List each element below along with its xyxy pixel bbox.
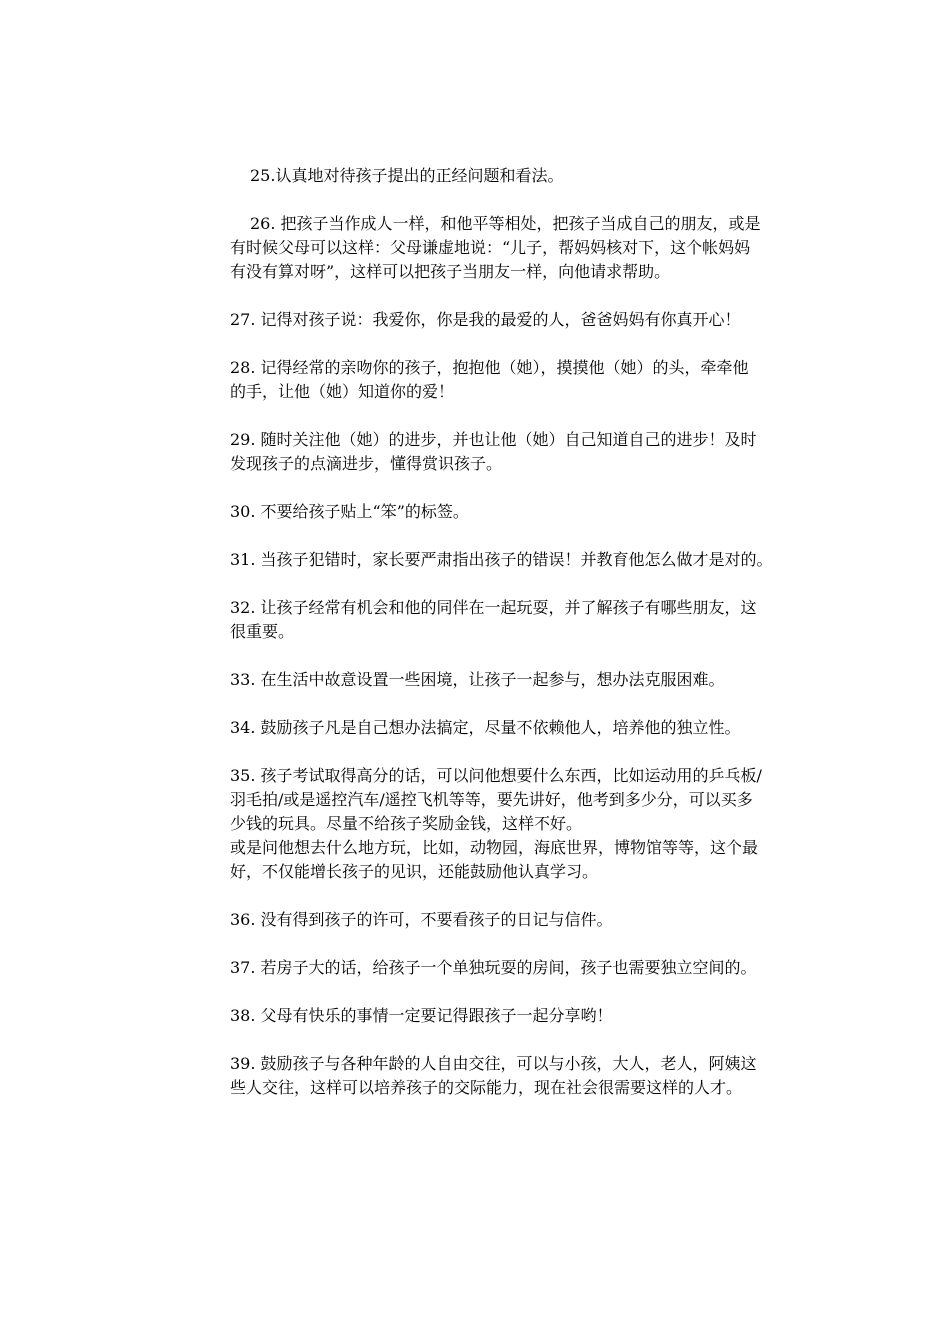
list-item-36 — [230, 908, 880, 932]
list-item-25 — [230, 164, 880, 188]
item-number: 34. — [230, 718, 256, 737]
item-text: 当孩子犯错时，家长要严肃指出孩子的错误！并教育他怎么做才是对的。 — [260, 550, 773, 569]
item-number: 28. — [230, 358, 256, 377]
item-text: 少钱的玩具。尽量不给孩子奖励金钱，这样不好。 — [230, 814, 583, 833]
item-number: 30. — [230, 502, 256, 521]
list-item-30 — [230, 500, 880, 524]
list-item-31 — [230, 548, 880, 572]
item-number: 31. — [230, 550, 256, 569]
item-text: 没有得到孩子的许可，不要看孩子的日记与信件。 — [260, 910, 613, 929]
item-text: 孩子考试取得高分的话，可以问他想要什么东西，比如运动用的乒乓板/ — [260, 766, 762, 785]
item-text: 很重要。 — [230, 622, 295, 641]
item-number: 26. — [250, 214, 276, 233]
item-text: 发现孩子的点滴进步，懂得赏识孩子。 — [230, 454, 503, 473]
list-item-35 — [230, 764, 880, 884]
list-item-27 — [230, 308, 880, 332]
item-number: 32. — [230, 598, 256, 617]
list-item-29 — [230, 428, 880, 476]
item-text: 记得经常的亲吻你的孩子，抱抱他（她），摸摸他（她）的头，牵牵他 — [260, 358, 749, 377]
item-text: 羽毛拍/或是遥控汽车/遥控飞机等等，要先讲好，他考到多少分，可以买多 — [230, 790, 753, 809]
item-number: 35. — [230, 766, 256, 785]
item-text: 好，不仅能增长孩子的见识，还能鼓励他认真学习。 — [230, 862, 599, 881]
item-text: 或是问他想去什么地方玩，比如，动物园，海底世界，博物馆等等，这个最 — [230, 838, 759, 857]
item-text: 随时关注他（她）的进步，并也让他（她）自己知道自己的进步！及时 — [260, 430, 757, 449]
item-text: 的手，让他（她）知道你的爱！ — [230, 382, 455, 401]
list-item-33 — [230, 668, 880, 692]
item-text: 把孩子当作成人一样，和他平等相处，把孩子当成自己的朋友，或是 — [280, 214, 761, 233]
item-text: 父母有快乐的事情一定要记得跟孩子一起分享哟！ — [260, 1006, 613, 1025]
item-text: 不要给孩子贴上“笨”的标签。 — [260, 502, 469, 521]
item-number: 29. — [230, 430, 256, 449]
item-text: 鼓励孩子与各种年龄的人自由交往，可以与小孩，大人，老人，阿姨这 — [260, 1054, 757, 1073]
item-text: 鼓励孩子凡是自己想办法搞定，尽量不依赖他人，培养他的独立性。 — [260, 718, 741, 737]
list-item-38 — [230, 1004, 880, 1028]
item-number: 38. — [230, 1006, 256, 1025]
list-item-34 — [230, 716, 880, 740]
item-text: 有时候父母可以这样：父母谦虚地说：“儿子，帮妈妈核对下，这个帐妈妈 — [230, 238, 751, 257]
item-text: 在生活中故意设置一些困境，让孩子一起参与，想办法克服困难。 — [260, 670, 725, 689]
item-number: 33. — [230, 670, 256, 689]
item-text: 记得对孩子说：我爱你，你是我的最爱的人，爸爸妈妈有你真开心！ — [260, 310, 741, 329]
item-number: 25. — [250, 166, 276, 185]
item-text: 有没有算对呀”，这样可以把孩子当朋友一样，向他请求帮助。 — [230, 262, 671, 281]
item-number: 39. — [230, 1054, 256, 1073]
list-item-26 — [230, 212, 880, 284]
document-page — [230, 164, 880, 1100]
list-item-28 — [230, 356, 880, 404]
item-text: 若房子大的话，给孩子一个单独玩耍的房间，孩子也需要独立空间的。 — [260, 958, 757, 977]
list-item-32 — [230, 596, 880, 644]
item-text: 让孩子经常有机会和他的同伴在一起玩耍，并了解孩子有哪些朋友，这 — [260, 598, 757, 617]
list-item-39 — [230, 1052, 880, 1100]
item-text: 认真地对待孩子提出的正经问题和看法。 — [275, 166, 564, 185]
item-number: 36. — [230, 910, 256, 929]
item-number: 27. — [230, 310, 256, 329]
item-text: 些人交往，这样可以培养孩子的交际能力，现在社会很需要这样的人才。 — [230, 1078, 743, 1097]
item-number: 37. — [230, 958, 256, 977]
list-item-37 — [230, 956, 880, 980]
